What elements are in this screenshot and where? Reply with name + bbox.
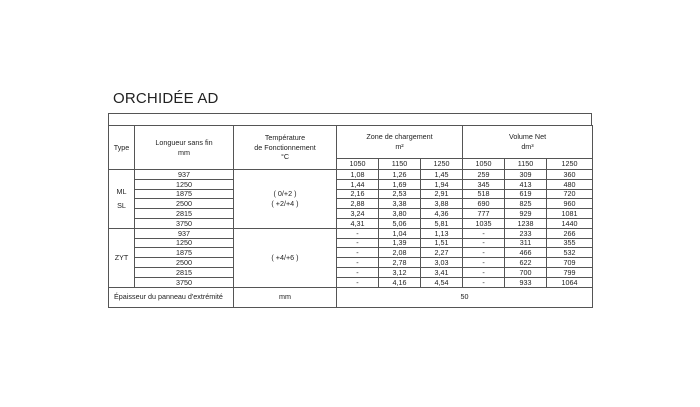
zone-cell: 4,36 xyxy=(421,209,463,219)
zone-cell: - xyxy=(337,228,379,238)
volume-cell: 413 xyxy=(505,179,547,189)
zone-cell: 2,91 xyxy=(421,189,463,199)
volume-cell: 1238 xyxy=(505,218,547,228)
zone-cell: - xyxy=(337,258,379,268)
footer-section xyxy=(109,287,593,307)
zone-cell: 1,45 xyxy=(421,170,463,180)
volume-cell: 777 xyxy=(463,209,505,219)
volume-cell: 259 xyxy=(463,170,505,180)
zone-cell: - xyxy=(337,248,379,258)
volume-cell: 690 xyxy=(463,199,505,209)
volume-cell: 700 xyxy=(505,267,547,277)
spec-table xyxy=(108,125,593,308)
footer-label: Épaisseur du panneau d'extrémité xyxy=(109,287,234,307)
zone-cell: 3,24 xyxy=(337,209,379,219)
volume-cell: 466 xyxy=(505,248,547,258)
zone-cell: 4,54 xyxy=(421,277,463,287)
volume-cell: 360 xyxy=(547,170,593,180)
volume-cell: 1035 xyxy=(463,218,505,228)
table-row xyxy=(109,277,593,287)
zone-cell: 2,27 xyxy=(421,248,463,258)
zone-cell: 1,04 xyxy=(379,228,421,238)
volume-cell: - xyxy=(463,238,505,248)
zone-cell: 3,88 xyxy=(421,199,463,209)
length-cell: 2815 xyxy=(135,267,234,277)
zone-cell: - xyxy=(337,238,379,248)
subheader-vol-1250: 1250 xyxy=(547,159,593,170)
volume-cell: 532 xyxy=(547,248,593,258)
header-temperature: Température de Fonctionnement °C xyxy=(234,126,337,170)
header-type: Type xyxy=(109,126,135,170)
page-title: ORCHIDÉE AD xyxy=(113,90,219,107)
volume-cell: 311 xyxy=(505,238,547,248)
zone-cell: 4,16 xyxy=(379,277,421,287)
volume-cell: 709 xyxy=(547,258,593,268)
zone-cell: 3,80 xyxy=(379,209,421,219)
header-length: Longueur sans fin mm xyxy=(135,126,234,170)
length-cell: 937 xyxy=(135,170,234,180)
table-row xyxy=(109,189,593,199)
volume-cell: 1064 xyxy=(547,277,593,287)
spec-table-container xyxy=(108,113,592,308)
group-zyt xyxy=(109,228,593,287)
volume-cell: 480 xyxy=(547,179,593,189)
type-cell: ML SL xyxy=(109,170,135,229)
volume-cell: 345 xyxy=(463,179,505,189)
table-row xyxy=(109,179,593,189)
group-ml-sl xyxy=(109,170,593,229)
zone-cell: 2,88 xyxy=(337,199,379,209)
zone-cell: 2,78 xyxy=(379,258,421,268)
volume-cell: 518 xyxy=(463,189,505,199)
zone-cell: 3,03 xyxy=(421,258,463,268)
footer-row xyxy=(109,287,593,307)
zone-cell: 5,81 xyxy=(421,218,463,228)
volume-cell: 929 xyxy=(505,209,547,219)
zone-cell: 5,06 xyxy=(379,218,421,228)
volume-cell: - xyxy=(463,248,505,258)
table-row xyxy=(109,170,593,180)
type-cell: ZYT xyxy=(109,228,135,287)
zone-cell: 2,08 xyxy=(379,248,421,258)
length-cell: 937 xyxy=(135,228,234,238)
volume-cell: 309 xyxy=(505,170,547,180)
zone-cell: 1,08 xyxy=(337,170,379,180)
zone-cell: 4,31 xyxy=(337,218,379,228)
length-cell: 2815 xyxy=(135,209,234,219)
zone-cell: 2,53 xyxy=(379,189,421,199)
volume-cell: 825 xyxy=(505,199,547,209)
length-cell: 1250 xyxy=(135,238,234,248)
subheader-zone-1150: 1150 xyxy=(379,159,421,170)
temperature-cell: ( +4/+6 ) xyxy=(234,228,337,287)
zone-cell: 3,12 xyxy=(379,267,421,277)
volume-cell: 799 xyxy=(547,267,593,277)
zone-cell: 3,38 xyxy=(379,199,421,209)
footer-unit: mm xyxy=(234,287,337,307)
table-row xyxy=(109,228,593,238)
volume-cell: 266 xyxy=(547,228,593,238)
footer-value: 50 xyxy=(337,287,593,307)
zone-cell: 1,94 xyxy=(421,179,463,189)
zone-cell: 1,39 xyxy=(379,238,421,248)
length-cell: 2500 xyxy=(135,199,234,209)
table-row xyxy=(109,218,593,228)
table-top-bar xyxy=(108,113,592,125)
zone-cell: 1,26 xyxy=(379,170,421,180)
subheader-zone-1250: 1250 xyxy=(421,159,463,170)
header-row xyxy=(109,126,593,159)
length-cell: 1250 xyxy=(135,179,234,189)
length-cell: 1875 xyxy=(135,248,234,258)
volume-cell: - xyxy=(463,277,505,287)
table-row xyxy=(109,199,593,209)
length-cell: 3750 xyxy=(135,277,234,287)
length-cell: 3750 xyxy=(135,218,234,228)
zone-cell: 1,13 xyxy=(421,228,463,238)
zone-cell: - xyxy=(337,277,379,287)
temperature-cell: ( 0/+2 ) ( +2/+4 ) xyxy=(234,170,337,229)
length-cell: 1875 xyxy=(135,189,234,199)
subheader-vol-1150: 1150 xyxy=(505,159,547,170)
length-cell: 2500 xyxy=(135,258,234,268)
table-row xyxy=(109,209,593,219)
volume-cell: 1440 xyxy=(547,218,593,228)
volume-cell: 1081 xyxy=(547,209,593,219)
volume-cell: - xyxy=(463,228,505,238)
subheader-zone-1050: 1050 xyxy=(337,159,379,170)
volume-cell: 960 xyxy=(547,199,593,209)
zone-cell: - xyxy=(337,267,379,277)
table-row xyxy=(109,248,593,258)
zone-cell: 3,41 xyxy=(421,267,463,277)
zone-cell: 1,51 xyxy=(421,238,463,248)
header-volume: Volume Net dm³ xyxy=(463,126,593,159)
volume-cell: 355 xyxy=(547,238,593,248)
table-row xyxy=(109,267,593,277)
volume-cell: 233 xyxy=(505,228,547,238)
volume-cell: 622 xyxy=(505,258,547,268)
header-zone: Zone de chargement m² xyxy=(337,126,463,159)
volume-cell: - xyxy=(463,258,505,268)
table-row xyxy=(109,258,593,268)
subheader-vol-1050: 1050 xyxy=(463,159,505,170)
table-row xyxy=(109,238,593,248)
zone-cell: 2,16 xyxy=(337,189,379,199)
zone-cell: 1,69 xyxy=(379,179,421,189)
volume-cell: 933 xyxy=(505,277,547,287)
volume-cell: 720 xyxy=(547,189,593,199)
volume-cell: - xyxy=(463,267,505,277)
volume-cell: 619 xyxy=(505,189,547,199)
zone-cell: 1,44 xyxy=(337,179,379,189)
